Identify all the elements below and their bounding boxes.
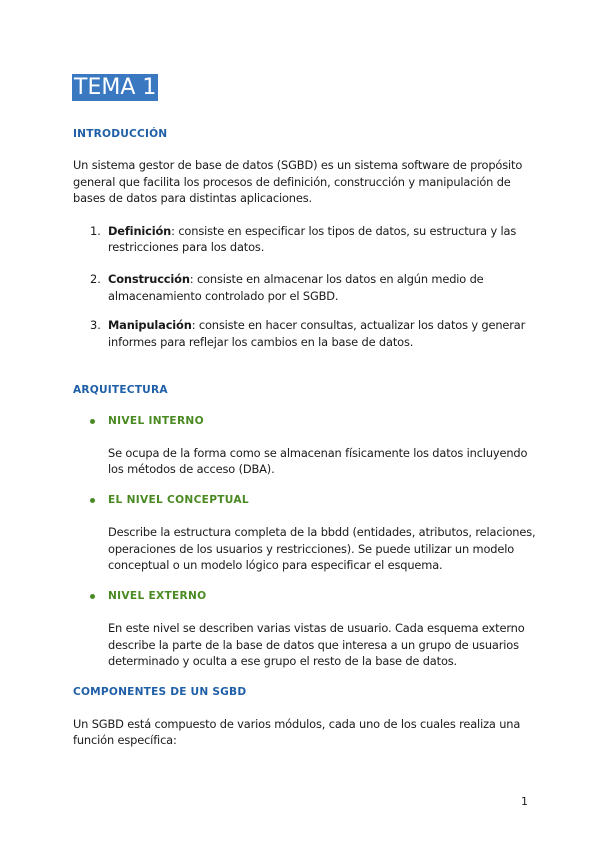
list-item-text: almacenamiento controlado por el SGBD. — [108, 289, 339, 303]
list-number: 1. — [90, 224, 101, 238]
list-item-text: informes para reflejar los cambios en la base de datos. — [108, 335, 414, 349]
list-item — [108, 317, 525, 333]
level-heading: NIVEL INTERNO — [108, 415, 204, 427]
level-paragraph-line: los métodos de acceso (DBA). — [108, 462, 275, 476]
level-paragraph-line: Se ocupa de la forma como se almacenan físicamente los datos incluyendo — [108, 446, 528, 460]
list-number: 2. — [90, 272, 101, 286]
list-item-text: : consiste en hacer consultas, actualizar los datos y generar — [191, 318, 526, 332]
bullet-icon — [90, 498, 95, 503]
intro-paragraph-line: Un sistema gestor de base de datos (SGBD) es un sistema software de propósito — [73, 158, 523, 172]
componentes-paragraph-line: función específica: — [73, 733, 177, 747]
list-item — [108, 223, 516, 239]
list-item-text: restricciones para los datos. — [108, 240, 265, 254]
level-heading: NIVEL EXTERNO — [108, 590, 207, 602]
section-heading-introduccion: INTRODUCCIÓN — [73, 128, 168, 140]
bullet-icon — [90, 419, 95, 424]
componentes-paragraph-line: Un SGBD está compuesto de varios módulos, cada uno de los cuales realiza una — [73, 717, 521, 731]
bullet-icon — [90, 594, 95, 599]
list-item — [108, 271, 484, 287]
list-item-term: Manipulación — [108, 318, 192, 332]
level-paragraph-line: operaciones de los usuarios y restricciones). Se puede utilizar un modelo — [108, 542, 515, 556]
section-heading-arquitectura: ARQUITECTURA — [73, 384, 168, 396]
list-item-term: Definición — [108, 224, 172, 238]
list-item-text: : consiste en almacenar los datos en algún medio de — [189, 272, 484, 286]
list-item-text: : consiste en especificar los tipos de datos, su estructura y las — [171, 224, 517, 238]
level-heading: EL NIVEL CONCEPTUAL — [108, 494, 249, 506]
page-title: TEMA 1 — [74, 75, 157, 100]
level-paragraph-line: Describe la estructura completa de la bbdd (entidades, atributos, relaciones, — [108, 525, 536, 539]
level-paragraph-line: conceptual o un modelo lógico para especificar el esquema. — [108, 558, 443, 572]
level-paragraph-line: describe la parte de la base de datos que interesa a un grupo de usuarios — [108, 638, 519, 652]
page-number: 1 — [521, 795, 528, 808]
section-heading-componentes: COMPONENTES DE UN SGBD — [73, 686, 247, 698]
level-paragraph-line: determinado y oculta a ese grupo el resto de la base de datos. — [108, 654, 458, 668]
list-item-term: Construcción — [108, 272, 190, 286]
intro-paragraph-line: bases de datos para distintas aplicaciones. — [73, 191, 312, 205]
list-number: 3. — [90, 318, 101, 332]
intro-paragraph-line: general que facilita los procesos de definición, construcción y manipulación de — [73, 175, 511, 189]
level-paragraph-line: En este nivel se describen varias vistas de usuario. Cada esquema externo — [108, 621, 525, 635]
